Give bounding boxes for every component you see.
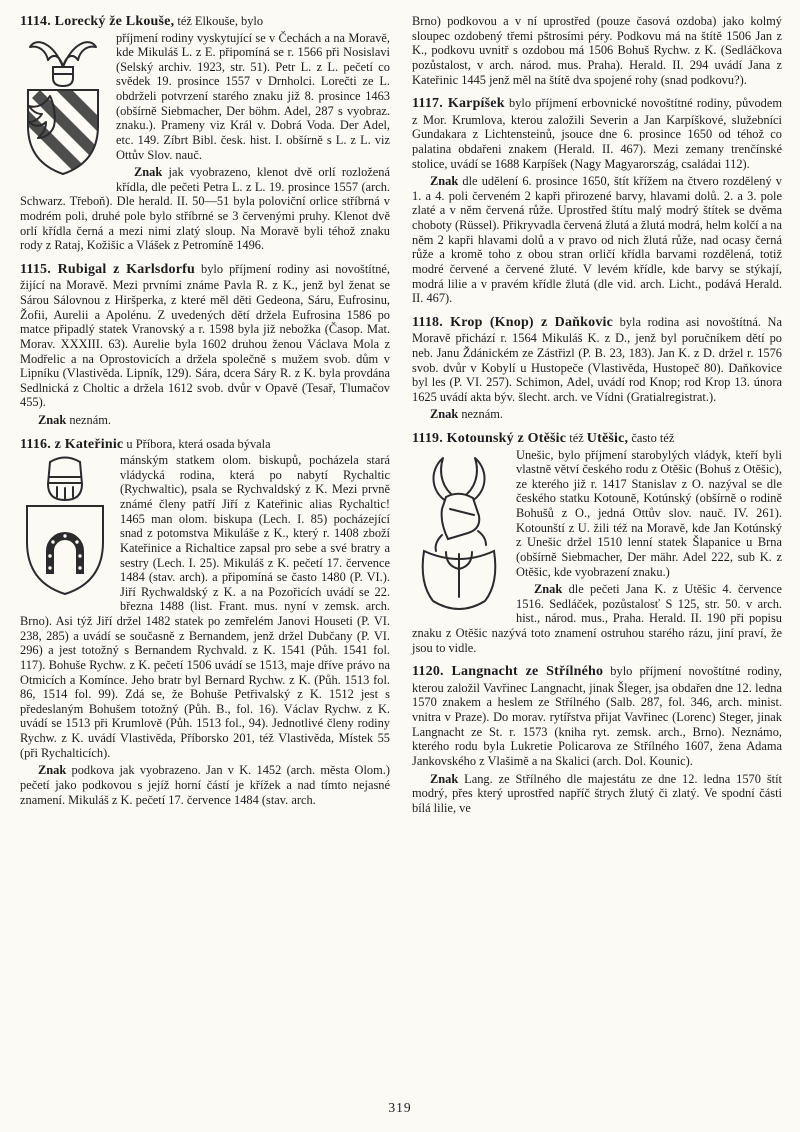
znak-label: Znak	[430, 771, 459, 786]
entry-1115-znak	[20, 413, 390, 428]
entry-1118-title: 1118. Krop (Knop) z Daňkovic	[412, 314, 614, 330]
entry-1119-lead: často též	[628, 431, 675, 446]
entry-1116-znak	[20, 763, 390, 807]
znak-label: Znak	[38, 413, 67, 428]
coat-of-arms-katerinice-illustration	[20, 456, 110, 602]
entry-1117	[412, 96, 782, 171]
right-column	[412, 14, 782, 815]
entry-1114-lead: též Elkouše, bylo	[174, 14, 264, 28]
entry-1114-heading-line	[20, 14, 390, 31]
entry-1116-continuation: Brno) podkovou a v ní uprostřed (pouze časová ozdoba) jako kolmý sloupec ozdobený třemi pštrosími péry. Podkovu má na štítě 1506 Jan z K., podkovu uvnitř s ozdobou má 1506 Bohuš Rychw. z K. (Sedláčkova pozůstalost, v arch. národ. mus. Praha). Herald. II. 294 uvádí Jana z Kateřinic 1445 jenž měl na štítě dva spojené rohy (snad podkovu?).	[412, 14, 782, 87]
znak-text: dle pečeti Jana K. z Utěšic 4. července 1516. Sedláček, pozůstalosť S 125, str. 50. v arch. hist., národ. mus., Praha. Herald. II. 190 při popisu znaku z Otěšic nazývá toto znamení ostruhou starého rázu, jiní praví, že jsou to vidle.	[412, 582, 782, 655]
entry-1116-body: mánským statkem olom. biskupů, pocházela stará vládycká rodina, která po nabytí Rychaltic (Rychwaltic), psala se Rychvaldský z K. Mezi prvně známé členy patří Jiří z Kateřinic alias Rychaltic! 1465 man olom. biskupa (Lech. I. 85) pocházející snad z potomstva Mikuláše z K., který r. 1408 zboží Kateřinice a Richaltice zapsal pro sebe a své bratry a sestry (Lech. I. 25). Mikuláš z K. pečetí 17. července 1484 (stav. arch). a připomíná se často 1480 (P. VI.). Jiří Rychwaldský z K. a na Pozořicích uvádí se 22. března 1488 (list. Frant. mus. nyní v zemsk. arch. Brno). Asi týž Jiří držel 1482 statek po zemřelém Janovi Houseti (P. VI. 238, 285) a uvádí se současně z Bernandem, jenž držel Dubčany (P. VI. 296) a jest totožný s Bernandem Rychvald. z K. 1541 (Půh. 1541 fol. 117). Bohuše Rychw. z K. pečetí 1506 uvádí se 1513, maje dříve právo na Otmicích a Komínce. Jeho bratr byl Bernard Rychw. z K. (Půh. 1513 fol. 86, 1514 fol. 99). Zdá se, že Bohuše Petřivalský z K. 1512 jest s předeslaným Bohušem totožný (Půh. B., fol. 16). Václav Rychw. z K. uvádí se 1513 při Krumlově (Půh. 1513 fol., 94). Jednotlivé členy rodiny Rychw. z K. uvádí Vlastivěda, Příborsko 201, též Vlastivěda, Místek 55 (při Rychalticích).	[20, 453, 390, 760]
entry-1116-heading-line	[20, 437, 390, 454]
entry-1114-body: příjmení rodiny vyskytující se v Čechách a na Moravě, kde Mikuláš L. z E. připomíná se r. 1566 při Nosislavi (Selský archiv. 1923, str. 51). Petr L. z L. pečetí co svědek 19. prosince 1557 v Drnholci. Lorečti ze L. obdrželi potvrzení starého znaku již 8. prosince 1463 (obšírně Siebmacher, Der böhm. Adel, 287 s vyobraz. znaku.). Prameny viz Král v. Dobrá Voda. Der Adel, etc. 149. Zíbrt Bibl. česk. hist. I. obšírně s L. z L. viz Ottův Slov. nauč.	[116, 30, 390, 162]
page-number: 319	[388, 1100, 412, 1115]
entry-1118-znak	[412, 407, 782, 422]
coat-of-arms-lorecky-illustration	[20, 34, 106, 184]
entry-1120-znak	[412, 772, 782, 816]
znak-text: Lang. ze Střílného dle majestátu ze dne 12. ledna 1570 štít modrý, přes který uprostřed napříč štrych žlutý či zlatý. Ve spodní části bílá lilie, ve	[412, 771, 782, 815]
entry-1115-title: 1115. Rubigal z Karlsdorfu	[20, 261, 196, 277]
znak-label: Znak	[430, 174, 459, 189]
entry-1119-body: Unešic, bylo příjmení starobylých vládyk, kteří byli vlastně větví českého rodu z Otěšic (Bohuš z Otěšic), ze kterého již r. 1417 Stanislav z O. nazýval se dle českého statku Kotouně, Kotúnský (obšírně o rodině Bohušů z O., jedná Ottův slov. nauč. IV. 261). Kotounští z U. žili též na Moravě, kde Jan Kotúnský z Unešic držel 1510 lenní statek Šlapanice u Brna (obšírně Siebmacher, Der mähr. Adel 222, sub K. z Otěšic, kde vyobrazení znaku.)	[516, 447, 782, 579]
entry-1117-body: bylo příjmení erbovnické novoštítné rodiny, původem z Mor. Krumlova, kterou založili Severin a Jan Karpíškové, služebníci Gundakara z Lichtensteinů, jsouce dne 6. prosince 1650 od téhož co palatina obdařeni znakem (Herald. II. 467). Mezi zemany trenčínské stolice, uvádí se 1688 Karpíšek (Nagy Magyarország, családai 112).	[412, 96, 782, 171]
entry-1120-body: bylo příjmení novoštítné rodiny, kterou založil Vavřinec Langnacht, jinak Šleger, jsa obdařen dne 12. ledna 1570 znakem a heslem ze Střílného (Salb. 287, fol. 346, arch. minist. vnitra v Praze). Do morav. rytířstva přijat Vavřinec (Lorenc) Steger, jinak Langnacht ze St. r. 1573 (kniha ryt. zemsk. arch., Brno). Neznámo, kterého rodu byla Lukretie Policarova ze Střílného 1607, žena Adama Jankovského z Vlašimě a na Skalici (arch. Dol. Kounic).	[412, 664, 782, 768]
entry-1119-title-alt: Utěšic,	[586, 431, 629, 447]
entry-1115	[20, 262, 390, 410]
znak-label: Znak	[38, 763, 67, 778]
entry-1116-lead: u Příbora, která osada bývala	[123, 436, 271, 451]
entry-1118	[412, 315, 782, 405]
znak-text: jak vyobrazeno, klenot dvě orlí rozložená křídla, dle pečeti Petra L. z L. 19. prosince 1557 (arch. Schwarz. Třeboň). Dle herald. II. 50—51 byla poloviční orlice stříbrná v modrém poli, druhé pole bylo stříbrné se 3 červenými pruhy. Klenot dvě orlí křídla černá a mezi nimi zlatý sloup. Na Moravě byli téhož znaku rody z Rataj, Kožišic a Vlášek z Petromíně 1496.	[20, 165, 390, 253]
entry-1119-title: 1119. Kotounský z Otěšic	[412, 431, 567, 447]
entry-1115-body: bylo příjmení rodiny asi novoštítné, žijící na Moravě. Mezi prvními známe Pavla R. z K., jenž byl ženat se Sárou Sálovnou z Hiršperka, z které měl děti Gedeona, Sáru, Eufrosinu, Žofii, Aurelii a Apolénu. Z uvedených dětí držela Eufrosina 1586 po matce připadlý statek Vranovský a r. 1598 byla již nebožka (Časop. Mat. Morav. XXXIII. 63). Aurelie byla 1602 druhou ženou Václava Mola z Modřelic a na Oprostovicích a držela společně s mužem svob. dům v Lipníku (Vlastivěda. Lipník, 129). Sára, dcera Sáry R. z K. byla provdána Sedlnická z Choltic a držela 1612 svob. dvůr v Opavě (Tesař, Tlumačov 455).	[20, 261, 390, 410]
entry-1120	[412, 664, 782, 768]
entry-1116-title: 1116. z Kateřinic	[20, 436, 124, 452]
znak-label: Znak	[534, 582, 563, 597]
znak-text: dle udělení 6. prosince 1650, štít křížem na čtvero rozdělený v 1. a 4. poli červeném 2 kapři přirozené barvy, hlavami dolů. 2. a 3. pole zlaté a v něm červená růže. Uprostřed štítu malý modrý štítek se dvěma choboty (Rüssel). Přikryvadla červená žlutá a žlutá modrá, helm kolčí a na něm 2 kapři hlavami dolů a v pravo od nich žlutá růže, nad ocasy černá růže a kromě toho z obou stran orličí křídla barvami rozdělená, totiž modré červené a červené žluté. V levém křídle, kde barvy se stýkají, modrá lilie a v pravém křídle žlutá (dle vid. arch. Licht., podává Herald. II. 467).	[412, 174, 782, 306]
entry-1114-title: 1114. Lorecký že Lkouše,	[20, 14, 175, 29]
entry-1117-znak	[412, 174, 782, 306]
entry-1118-body: byla rodina asi novoštítná. Na Moravě přichází r. 1564 Mikuláš K. z D., jenž byl poručníkem dětí po neb. Janu Ždánickém ze Zástřizl (P. B. 23, 183). Jan K. z D. držel r. 1576 svob. dvůr v Kobylí u Hustopeče (Vlastivěda, Hustopeč 80). Daňkovice byl les (P. VI. 257). Schimon, Adel, uvádí rod Knop; rod Krop 13. února 1625 uvádí akta býv. šlecht. arch. ve Vídni (Gratialregistrat.).	[412, 314, 782, 404]
entry-1119-heading-line	[412, 431, 782, 448]
znak-text: podkova jak vyobrazeno. Jan v K. 1452 (arch. města Olom.) pečetí jako podkovou s jejíž horní částí je křížek a nad tímto nejasné znamení. Mikuláš z K. pečetí 17. července 1484 (stav. arch.	[20, 763, 390, 807]
znak-text: neznám.	[66, 413, 111, 428]
entry-1119-connector: též	[566, 431, 587, 446]
znak-label: Znak	[134, 165, 163, 180]
entry-1120-title: 1120. Langnacht ze Střílného	[412, 664, 604, 680]
left-column	[20, 14, 390, 815]
znak-label: Znak	[430, 407, 459, 422]
entry-1117-title: 1117. Karpíšek	[412, 96, 505, 112]
znak-text: neznám.	[458, 407, 503, 422]
coat-of-arms-kotounsky-illustration	[412, 451, 506, 619]
